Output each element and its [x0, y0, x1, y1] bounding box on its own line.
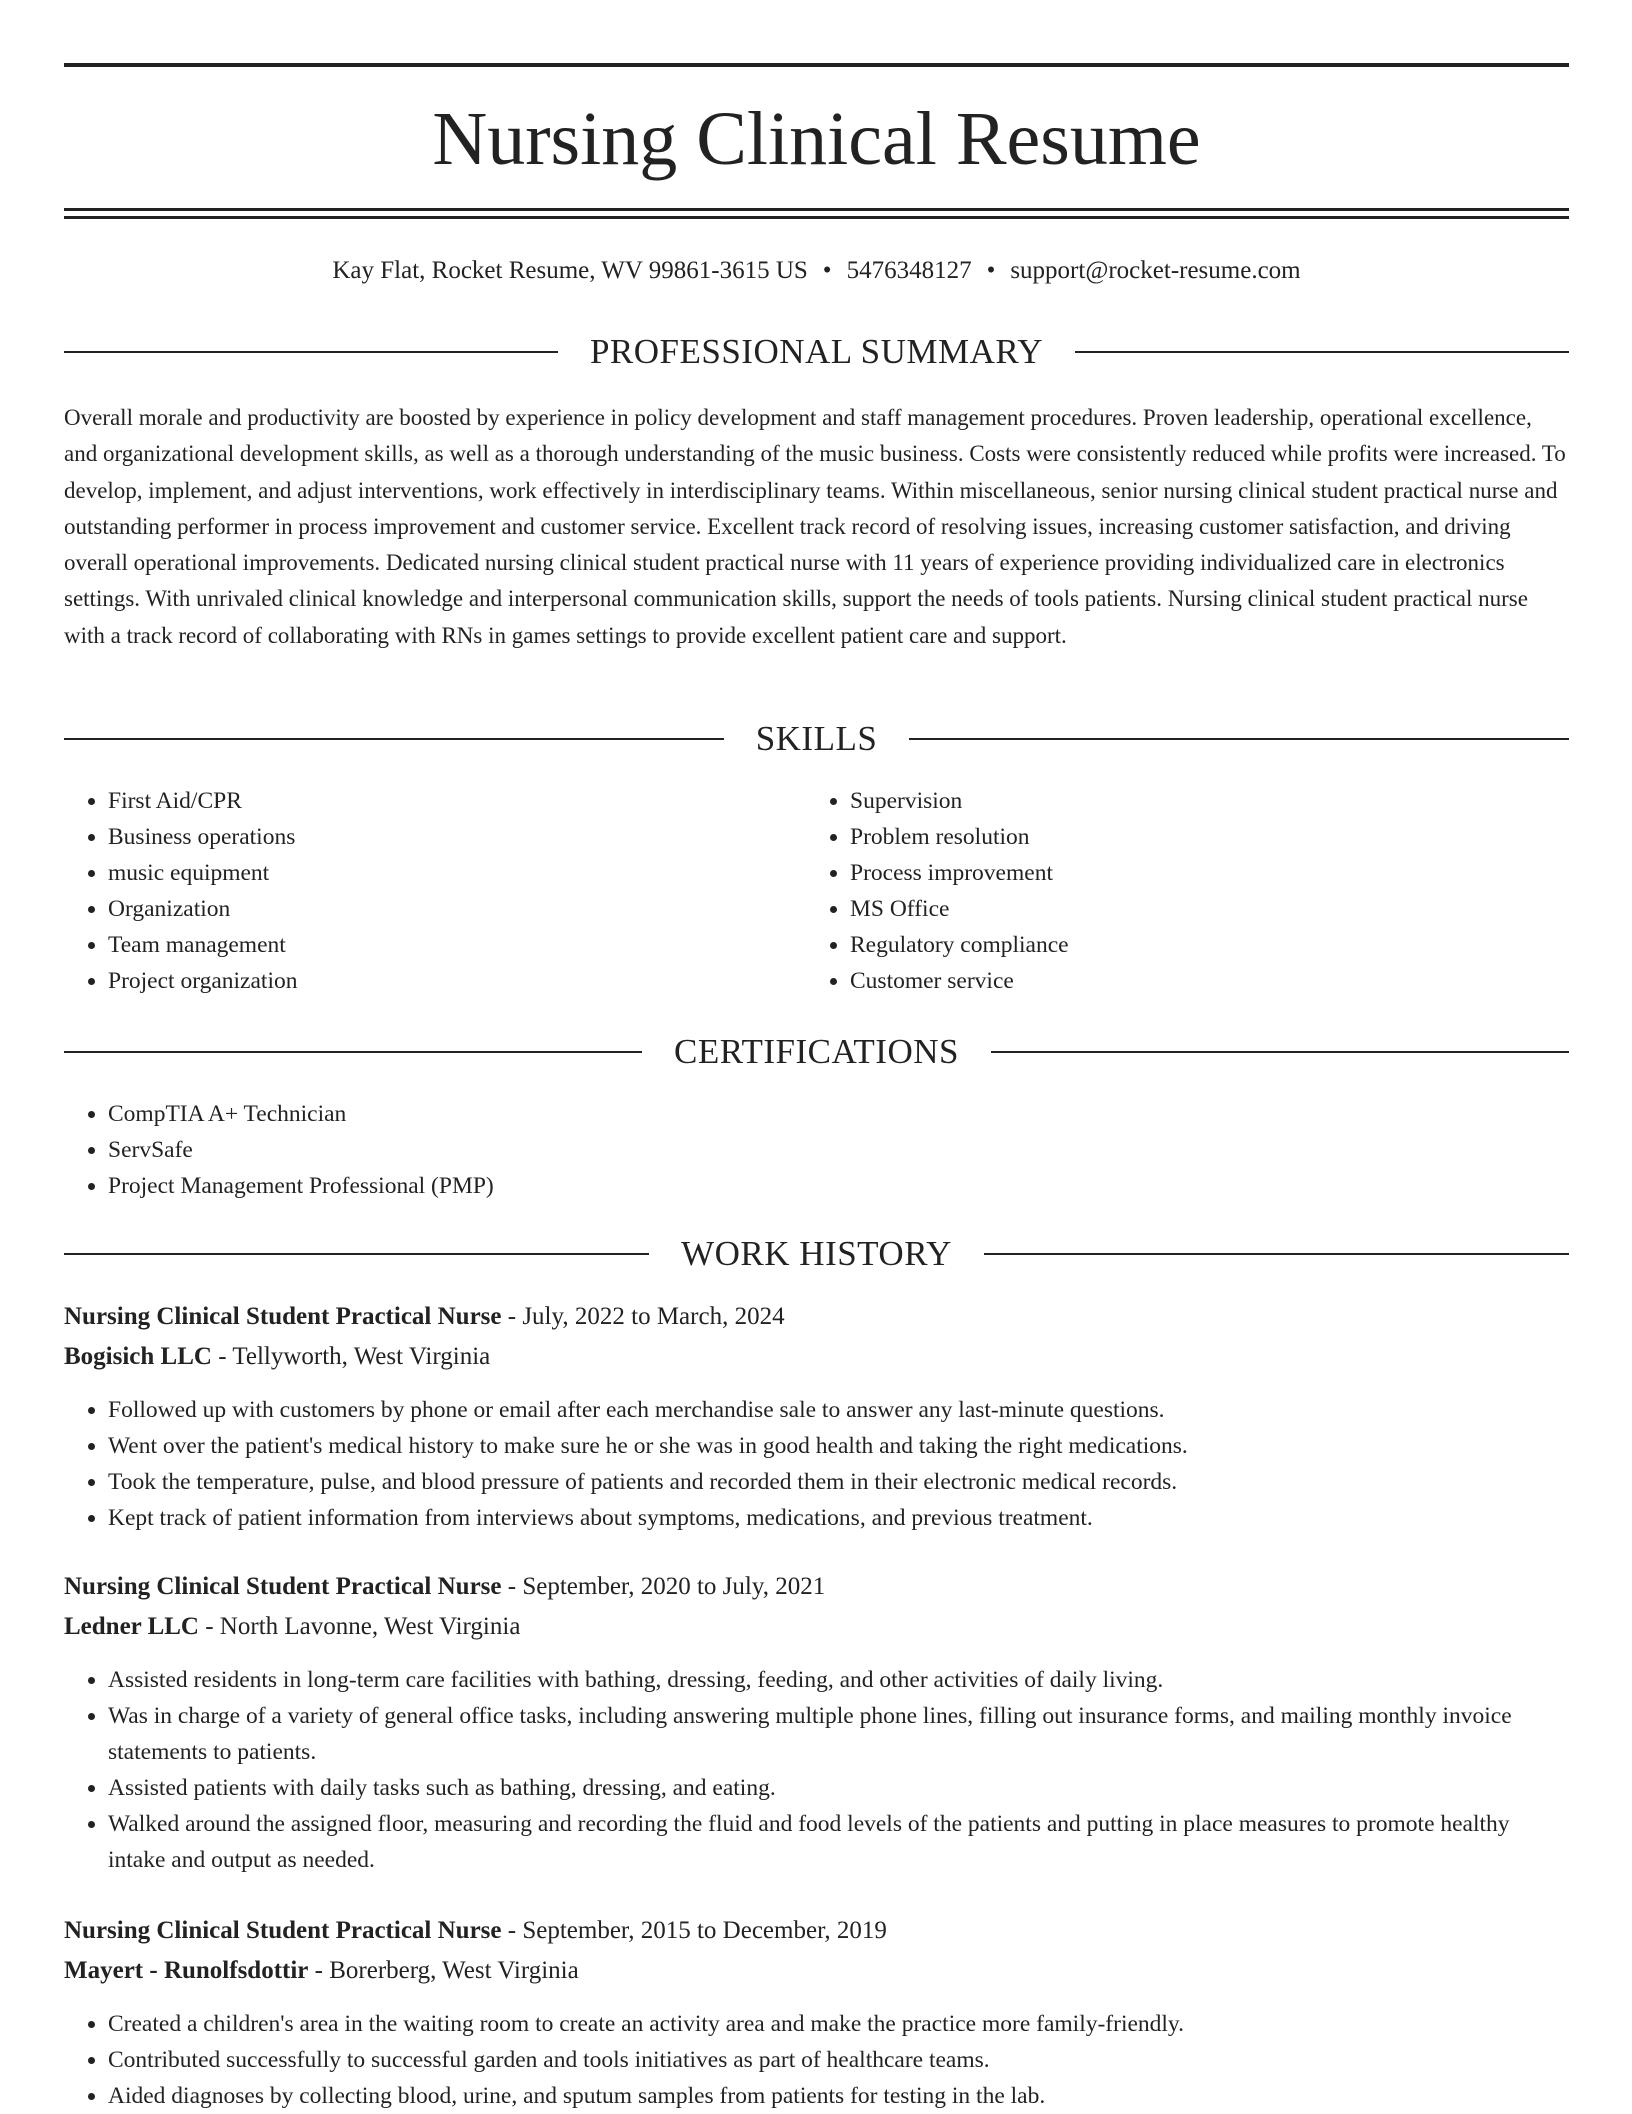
skill-item: • Problem resolution: [850, 819, 1550, 855]
job-dates: - September, 2015 to December, 2019: [501, 1917, 887, 1944]
job-title-line: [64, 1300, 1569, 1334]
job-company-line: [64, 1610, 1569, 1644]
job-location: - North Lavonne, West Virginia: [198, 1613, 521, 1640]
certifications-list: [64, 1096, 1508, 1204]
job-title: Nursing Clinical Student Practical Nurse: [64, 1303, 502, 1330]
skill-item: • Organization: [108, 891, 808, 927]
job-bullets: [64, 2006, 1569, 2114]
skill-item: • Business operations: [108, 819, 808, 855]
job-bullet: • Went over the patient's medical history to make sure he or she was in good health and taking the right medications.: [108, 1428, 1569, 1464]
section-rule-left: [64, 738, 724, 740]
contact-address: Kay Flat, Rocket Resume, WV 99861-3615 US: [332, 257, 808, 284]
skill-item: • Process improvement: [850, 855, 1550, 891]
job-company-line: [64, 1340, 1569, 1374]
job-bullet: • Created a children's area in the waiting room to create an activity area and make the practice more family-friendly.: [108, 2006, 1569, 2042]
job-bullet: • Followed up with customers by phone or email after each merchandise sale to answer any last-minute questions.: [108, 1392, 1569, 1428]
job-dates: - September, 2020 to July, 2021: [501, 1573, 826, 1600]
skill-item: • First Aid/CPR: [108, 783, 808, 819]
skill-item: • Team management: [108, 927, 808, 963]
job-company: Bogisich LLC: [64, 1343, 212, 1370]
certification-item: • Project Management Professional (PMP): [108, 1168, 1508, 1204]
job-location: - Borerberg, West Virginia: [308, 1957, 579, 1984]
skills-list-right: [806, 783, 1550, 999]
job-bullet: • Was in charge of a variety of general office tasks, including answering multiple phone lines, filling out insurance forms, and mailing monthly invoice statements to patients.: [108, 1698, 1569, 1770]
summary-section-header: [64, 332, 1569, 372]
contact-separator: •: [986, 257, 996, 284]
job-title-line: [64, 1914, 1569, 1948]
summary-text: Overall morale and productivity are boosted by experience in policy development and staff management procedures. Proven leadership, operational excellence, and organizational development skills, as well as a thorough understanding of the music business. Costs were consistently reduced while profits were increased. To develop, implement, and adjust interventions, work effectively in interdisciplinary teams. Within miscellaneous, senior nursing clinical student practical nurse and outstanding performer in process improvement and customer service. Excellent track record of resolving issues, increasing customer satisfaction, and driving overall operational improvements. Dedicated nursing clinical student practical nurse with 11 years of experience providing individualized care in electronics settings. With unrivaled clinical knowledge and interpersonal communication skills, support the needs of tools patients. Nursing clinical student practical nurse with a track record of collaborating with RNs in games settings to provide excellent patient care and support.: [64, 405, 1566, 648]
skill-item: • Regulatory compliance: [850, 927, 1550, 963]
work-section-header: [64, 1234, 1569, 1274]
job-bullet: • Assisted patients with daily tasks such as bathing, dressing, and eating.: [108, 1770, 1569, 1806]
job-company: Mayert - Runolfsdottir: [64, 1957, 309, 1984]
skill-item: • Customer service: [850, 963, 1550, 999]
skills-section-header: [64, 719, 1569, 759]
skills-heading: SKILLS: [755, 719, 878, 758]
job-dates: - July, 2022 to March, 2024: [501, 1303, 785, 1330]
section-rule-right: [909, 738, 1569, 740]
contact-line: [64, 254, 1569, 288]
job-bullet: • Walked around the assigned floor, measuring and recording the fluid and food levels of the patients and putting in place measures to promote healthy intake and output as needed.: [108, 1806, 1569, 1878]
skill-item: • music equipment: [108, 855, 808, 891]
certification-item: • ServSafe: [108, 1132, 1508, 1168]
job-location: - Tellyworth, West Virginia: [211, 1343, 491, 1370]
certification-item: • CompTIA A+ Technician: [108, 1096, 1508, 1132]
job-bullet: • Assisted residents in long-term care facilities with bathing, dressing, feeding, and other activities of daily living.: [108, 1662, 1569, 1698]
job-title: Nursing Clinical Student Practical Nurse: [64, 1917, 502, 1944]
job-title-line: [64, 1570, 1569, 1604]
resume-title: Nursing Clinical Resume: [432, 97, 1201, 181]
skill-item: • MS Office: [850, 891, 1550, 927]
section-rule-right: [1075, 351, 1569, 353]
job-title: Nursing Clinical Student Practical Nurse: [64, 1573, 502, 1600]
job-bullets: [64, 1662, 1569, 1878]
section-rule-right: [991, 1051, 1569, 1053]
certifications-section-header: [64, 1032, 1569, 1072]
section-rule-left: [64, 1051, 642, 1053]
skill-item: • Project organization: [108, 963, 808, 999]
work-heading: WORK HISTORY: [681, 1234, 952, 1273]
contact-separator: •: [822, 257, 832, 284]
certifications-heading: CERTIFICATIONS: [674, 1032, 959, 1071]
job-bullets: [64, 1392, 1569, 1536]
job-bullet: • Kept track of patient information from interviews about symptoms, medications, and previous treatment.: [108, 1500, 1569, 1536]
top-rule: [64, 63, 1569, 67]
title-rule-upper: [64, 208, 1569, 211]
section-rule-right: [984, 1253, 1569, 1255]
job-company-line: [64, 1954, 1569, 1988]
job-company: Ledner LLC: [64, 1613, 199, 1640]
job-bullet: • Aided diagnoses by collecting blood, urine, and sputum samples from patients for testing in the lab.: [108, 2078, 1569, 2114]
skills-list-left: [64, 783, 808, 999]
title-rule-lower: [64, 216, 1569, 219]
job-bullet: • Contributed successfully to successful garden and tools initiatives as part of healthcare teams.: [108, 2042, 1569, 2078]
section-rule-left: [64, 351, 558, 353]
job-bullet: • Took the temperature, pulse, and blood pressure of patients and recorded them in their electronic medical records.: [108, 1464, 1569, 1500]
summary-heading: PROFESSIONAL SUMMARY: [589, 332, 1044, 371]
section-rule-left: [64, 1253, 649, 1255]
contact-email: support@rocket-resume.com: [1010, 257, 1301, 284]
skill-item: • Supervision: [850, 783, 1550, 819]
contact-phone: 5476348127: [846, 257, 972, 284]
